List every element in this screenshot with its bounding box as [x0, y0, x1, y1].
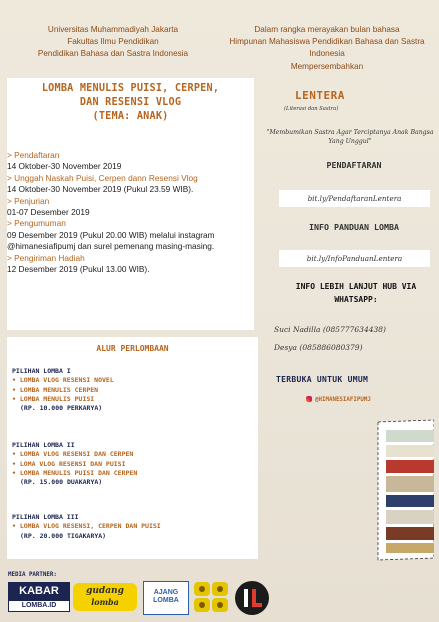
pilihan-item: • LOMBA MENULIS PUISI DAN CERPEN [12, 469, 137, 478]
pilihan-item: • LOMBA MENULIS CERPEN [12, 386, 114, 395]
pilihan-lomba-1 [12, 367, 114, 413]
grid-logo [193, 581, 229, 613]
info-whatsapp-heading: INFO LEBIH LANJUT HUB VIA WHATSAPP: [295, 282, 417, 304]
panduan-link[interactable]: bit.ly/InfoPanduanLentera [279, 250, 430, 267]
schedule-label: > Pengiriman Hadiah [7, 252, 85, 263]
pilihan-heading: PILIHAN LOMBA II [12, 441, 75, 449]
schedule-label: > Unggah Naskah Puisi, Cerpen dann Resensi Vlog [7, 172, 198, 183]
header-line: Mempersembahkan [290, 61, 364, 71]
lentera-title: LENTERA [295, 89, 345, 102]
schedule-label: > Penjurian [7, 195, 50, 206]
gudang-lomba-logo [73, 583, 137, 611]
ajang-lomba-logo [143, 581, 189, 615]
header-line: Dalam rangka merayakan bulan bahasa [254, 25, 400, 34]
media-partner-label: MEDIA PARTNER: [8, 572, 57, 578]
kabar-sub: LOMBA.ID [8, 600, 70, 612]
schedule-label: > Pengumuman [7, 218, 66, 229]
il-circle-logo [234, 580, 270, 616]
pilihan-heading: PILIHAN LOMBA I [12, 367, 71, 375]
instagram-handle[interactable] [306, 396, 371, 403]
schedule-detail: 09 Desember 2019 (Pukul 20.00 WIB) melalui instagram @himanesiafipumj dan surel pemenang masing-masing. [7, 229, 215, 252]
book-stack-illustration [372, 418, 434, 563]
header-line: Indonesia [309, 49, 345, 59]
university-name: Universitas Muhammadiyah Jakarta [47, 25, 179, 34]
program-name: Pendidikan Bahasa dan Sastra Indonesia [37, 49, 189, 59]
schedule-label: > Pendaftaran [7, 150, 60, 160]
title-line: LOMBA MENULIS PUISI, CERPEN, [41, 83, 220, 94]
alur-title: ALUR PERLOMBAAN [96, 344, 169, 353]
schedule-detail: 14 Oktober-30 November 2019 [7, 161, 122, 172]
contact-suci: Suci Nadilla (085777634438) [274, 325, 386, 334]
faculty-name: Fakultas Ilmu Pendidikan [67, 37, 159, 47]
pilihan-item: • LOMBA VLOG RESENSI, CERPEN DAN PUISI [12, 522, 161, 531]
ajang-text-2: LOMBA [153, 597, 179, 604]
schedule-detail: 12 Desember 2019 (Pukul 13.00 WIB). [7, 264, 150, 275]
pilihan-heading: PILIHAN LOMBA III [12, 513, 79, 521]
schedule-detail: 01-07 Desember 2019 [7, 207, 90, 218]
gudang-text: gudang [86, 586, 124, 596]
gudang-text-2: lomba [91, 597, 119, 607]
pilihan-item: • LOMBA VLOG RESENSI NOVEL [12, 376, 114, 385]
pilihan-item: • LOMBA MENULIS PUISI [12, 395, 114, 404]
lentera-subtitle: (Literasi dan Sastra) [284, 106, 339, 112]
pilihan-price: (RP. 10.000 PERKARYA) [20, 404, 103, 413]
kabar-text: KABAR [8, 582, 70, 600]
pilihan-lomba-2 [12, 441, 137, 487]
lentera-quote: "Membumikan Sastra Agar Terciptanya Anak Bangsa Yang Unggul" [266, 129, 434, 145]
schedule-list [7, 150, 254, 275]
pendaftaran-heading: PENDAFTARAN [326, 160, 382, 170]
pendaftaran-link[interactable]: bit.ly/PendaftaranLentera [279, 190, 430, 207]
pilihan-price: (RP. 15.000 DUAKARYA) [20, 478, 103, 487]
panduan-heading: INFO PANDUAN LOMBA [309, 222, 399, 232]
pilihan-item: • LOMBA VLOG RESENSI DAN CERPEN [12, 450, 137, 459]
header-line: Himpunan Mahasiswa Pendidikan Bahasa dan Sastra [229, 37, 425, 47]
title-theme: (TEMA: ANAK) [92, 111, 169, 122]
contact-desya: Desya (085886080379) [274, 343, 363, 352]
instagram-text: @HIMANESIAFIPUMJ [315, 397, 371, 403]
pilihan-price: (RP. 20.000 TIGAKARYA) [20, 531, 107, 540]
pilihan-lomba-3 [12, 513, 161, 541]
header-university [18, 24, 208, 61]
kabar-lomba-logo [8, 582, 70, 612]
pilihan-item: • LOMA VLOG RESENSI DAN PUISI [12, 460, 137, 469]
title-line: DAN RESENSI VLOG [79, 97, 182, 108]
header-presenter [222, 24, 432, 73]
competition-title [7, 82, 254, 124]
instagram-icon [306, 396, 312, 402]
schedule-detail: 14 Oktober-30 November 2019 (Pukul 23.59 WIB). [7, 184, 194, 195]
open-to-public: TERBUKA UNTUK UMUM [276, 375, 369, 384]
ajang-text: AJANG [153, 589, 179, 596]
